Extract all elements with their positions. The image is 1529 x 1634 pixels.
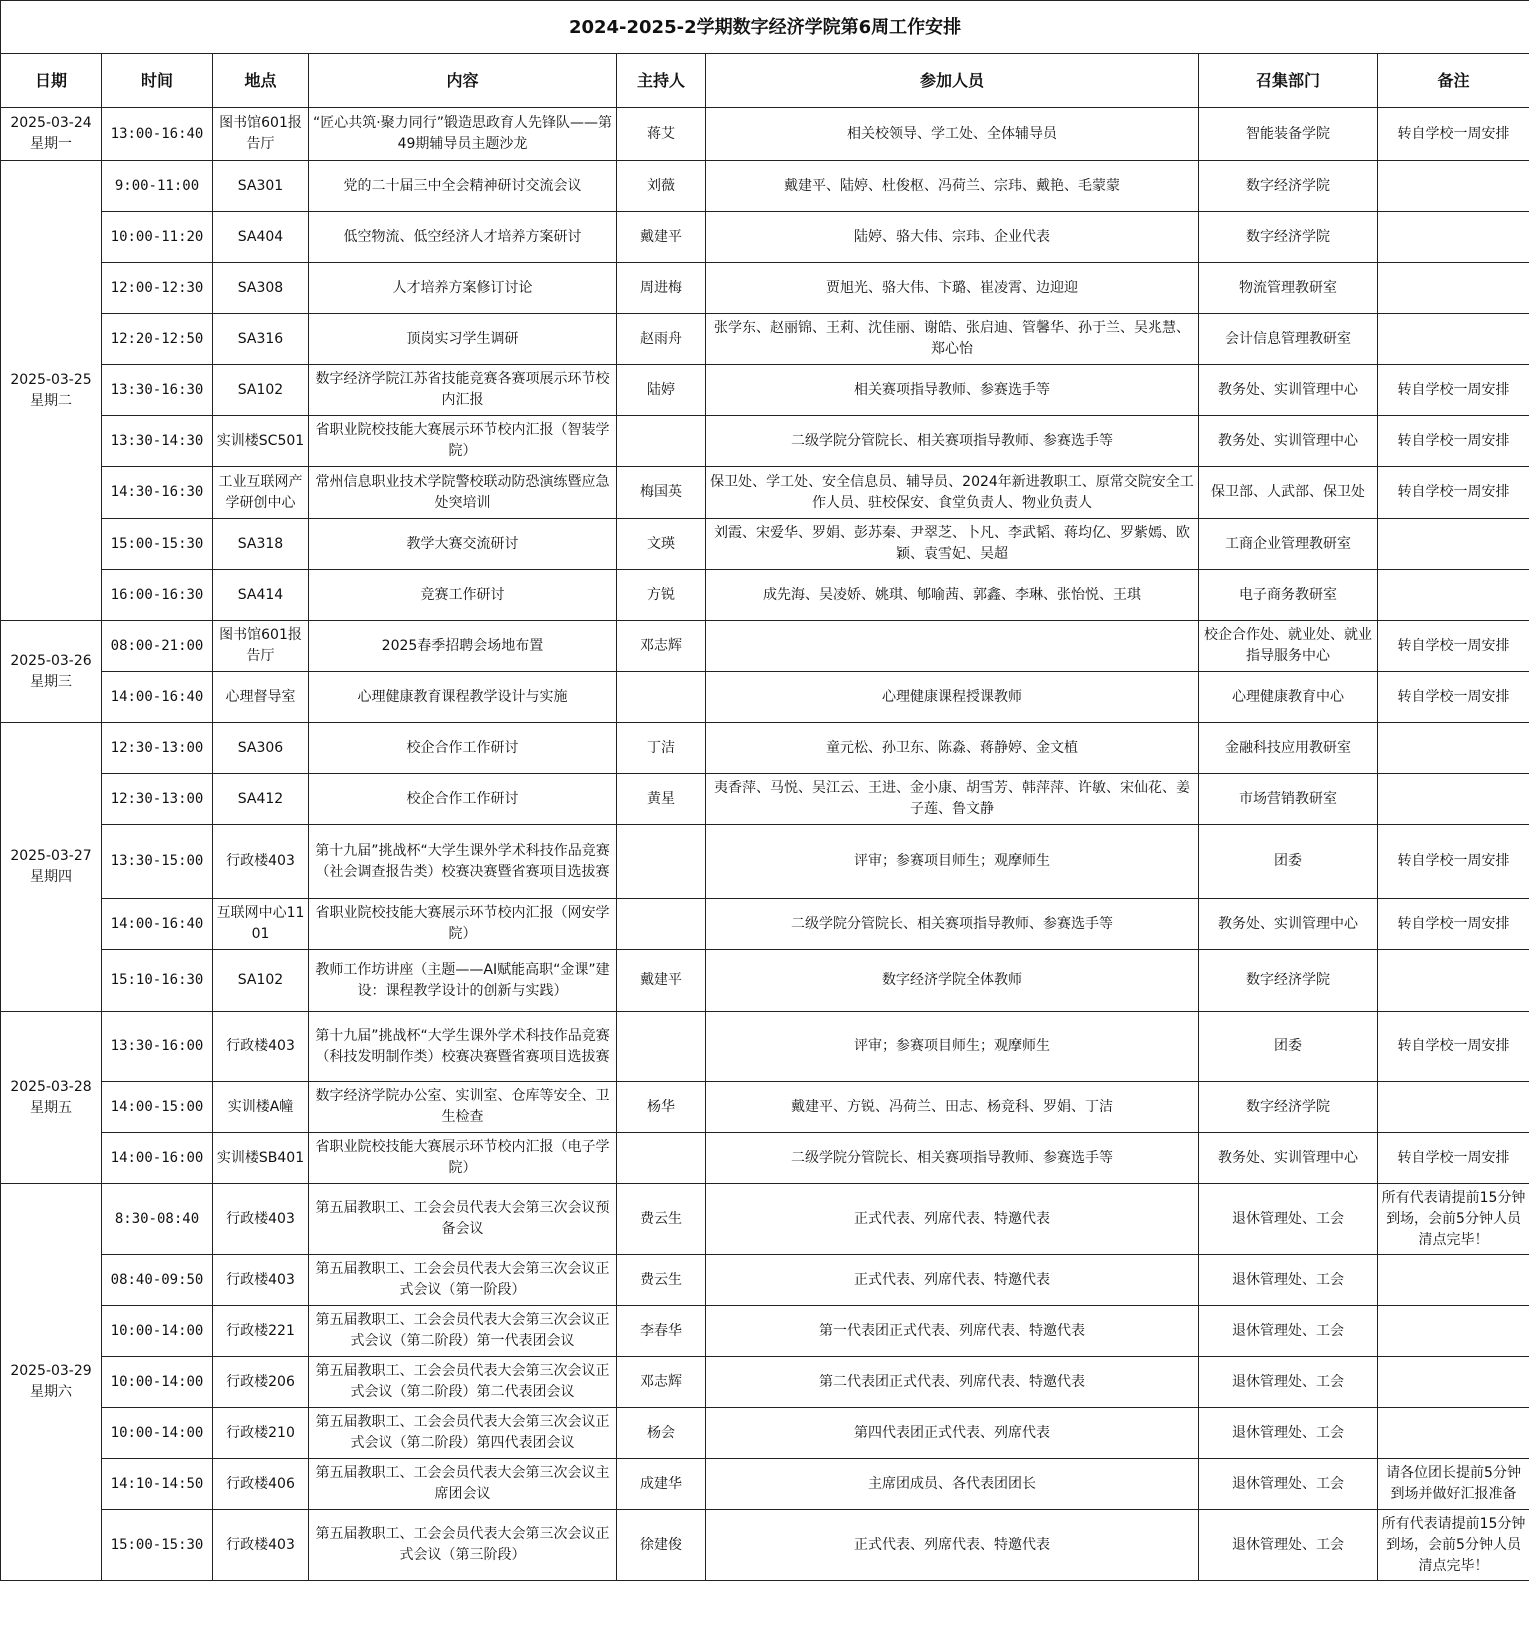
note-cell: 转自学校一周安排: [1378, 365, 1529, 416]
table-row: [1, 1459, 1529, 1510]
host-cell: 邓志辉: [617, 1357, 706, 1408]
time-cell: 13:00-16:40: [102, 108, 213, 161]
attendees-cell: 戴建平、方锐、冯荷兰、田志、杨竞科、罗娟、丁洁: [706, 1082, 1199, 1133]
dept-cell: 金融科技应用教研室: [1199, 723, 1378, 774]
table-row: [1, 1306, 1529, 1357]
dept-cell: 市场营销教研室: [1199, 774, 1378, 825]
host-cell: [617, 416, 706, 467]
content-cell: 数字经济学院办公室、实训室、仓库等安全、卫生检查: [309, 1082, 617, 1133]
place-cell: 行政楼210: [213, 1408, 309, 1459]
place-cell: 行政楼221: [213, 1306, 309, 1357]
time-cell: 14:10-14:50: [102, 1459, 213, 1510]
content-cell: 省职业院校技能大赛展示环节校内汇报（网安学院）: [309, 899, 617, 950]
place-cell: 行政楼403: [213, 1510, 309, 1581]
content-cell: 数字经济学院江苏省技能竞赛各赛项展示环节校内汇报: [309, 365, 617, 416]
table-row: [1, 1357, 1529, 1408]
attendees-cell: 第一代表团正式代表、列席代表、特邀代表: [706, 1306, 1199, 1357]
attendees-cell: 第四代表团正式代表、列席代表: [706, 1408, 1199, 1459]
attendees-cell: 刘霞、宋爱华、罗娟、彭苏秦、尹翠芝、卜凡、李武韬、蒋均亿、罗紫嫣、欧颖、袁雪妃、吴超: [706, 519, 1199, 570]
place-cell: 工业互联网产学研创中心: [213, 467, 309, 519]
note-cell: [1378, 1306, 1529, 1357]
content-cell: 人才培养方案修订讨论: [309, 263, 617, 314]
host-cell: [617, 899, 706, 950]
content-cell: 第十九届”挑战杯“大学生课外学术科技作品竞赛（科技发明制作类）校赛决赛暨省赛项目选拔赛: [309, 1012, 617, 1082]
date-cell: [1, 108, 102, 161]
note-cell: 所有代表请提前15分钟到场，会前5分钟人员清点完毕！: [1378, 1510, 1529, 1581]
note-cell: 转自学校一周安排: [1378, 621, 1529, 672]
header-note: 备注: [1378, 54, 1529, 108]
dept-cell: 数字经济学院: [1199, 212, 1378, 263]
header-time: 时间: [102, 54, 213, 108]
place-cell: SA318: [213, 519, 309, 570]
table-row: [1, 314, 1529, 365]
note-cell: [1378, 1082, 1529, 1133]
table-row: [1, 416, 1529, 467]
place-cell: 行政楼403: [213, 1012, 309, 1082]
note-cell: [1378, 263, 1529, 314]
time-cell: 08:40-09:50: [102, 1255, 213, 1306]
time-cell: 14:30-16:30: [102, 467, 213, 519]
host-cell: 文瑛: [617, 519, 706, 570]
host-cell: [617, 672, 706, 723]
attendees-cell: 童元松、孙卫东、陈淼、蒋静婷、金文植: [706, 723, 1199, 774]
time-cell: 13:30-16:00: [102, 1012, 213, 1082]
content-cell: 顶岗实习学生调研: [309, 314, 617, 365]
date-cell: [1, 621, 102, 723]
dept-cell: 教务处、实训管理中心: [1199, 416, 1378, 467]
time-cell: 13:30-16:30: [102, 365, 213, 416]
content-cell: 省职业院校技能大赛展示环节校内汇报（电子学院）: [309, 1133, 617, 1184]
place-cell: 行政楼403: [213, 825, 309, 899]
schedule-body: [1, 108, 1529, 1581]
host-cell: [617, 1133, 706, 1184]
content-cell: 心理健康教育课程教学设计与实施: [309, 672, 617, 723]
attendees-cell: 夷香萍、马悦、吴江云、王进、金小康、胡雪芳、韩萍萍、许敏、宋仙花、姜子莲、鲁文静: [706, 774, 1199, 825]
content-cell: 教学大赛交流研讨: [309, 519, 617, 570]
note-cell: 转自学校一周安排: [1378, 672, 1529, 723]
time-cell: 14:00-16:00: [102, 1133, 213, 1184]
note-cell: 转自学校一周安排: [1378, 108, 1529, 161]
header-dept: 召集部门: [1199, 54, 1378, 108]
dept-cell: 退休管理处、工会: [1199, 1306, 1378, 1357]
time-cell: 15:00-15:30: [102, 519, 213, 570]
table-row: [1, 570, 1529, 621]
dept-cell: 工商企业管理教研室: [1199, 519, 1378, 570]
host-cell: 梅国英: [617, 467, 706, 519]
host-cell: 方锐: [617, 570, 706, 621]
note-cell: 转自学校一周安排: [1378, 1012, 1529, 1082]
date-cell: [1, 1012, 102, 1184]
place-cell: 行政楼403: [213, 1255, 309, 1306]
table-row: [1, 825, 1529, 899]
dept-cell: 心理健康教育中心: [1199, 672, 1378, 723]
date-text: 2025-03-26: [10, 652, 92, 669]
table-row: [1, 1133, 1529, 1184]
dept-cell: 校企合作处、就业处、就业指导服务中心: [1199, 621, 1378, 672]
note-cell: 请各位团长提前5分钟到场并做好汇报准备: [1378, 1459, 1529, 1510]
place-cell: SA316: [213, 314, 309, 365]
content-cell: 校企合作工作研讨: [309, 774, 617, 825]
time-cell: 14:00-15:00: [102, 1082, 213, 1133]
host-cell: 邓志辉: [617, 621, 706, 672]
table-row: [1, 899, 1529, 950]
content-cell: 第十九届”挑战杯“大学生课外学术科技作品竞赛（社会调查报告类）校赛决赛暨省赛项目选拔赛: [309, 825, 617, 899]
host-cell: 杨华: [617, 1082, 706, 1133]
note-cell: 转自学校一周安排: [1378, 899, 1529, 950]
place-cell: 心理督导室: [213, 672, 309, 723]
place-cell: 实训楼SB401: [213, 1133, 309, 1184]
note-cell: 转自学校一周安排: [1378, 467, 1529, 519]
header-place: 地点: [213, 54, 309, 108]
note-cell: 转自学校一周安排: [1378, 825, 1529, 899]
dept-cell: 团委: [1199, 1012, 1378, 1082]
content-cell: 第五届教职工、工会会员代表大会第三次会议正式会议（第三阶段）: [309, 1510, 617, 1581]
content-cell: 第五届教职工、工会会员代表大会第三次会议正式会议（第一阶段）: [309, 1255, 617, 1306]
host-cell: 蒋艾: [617, 108, 706, 161]
note-cell: [1378, 1357, 1529, 1408]
time-cell: 10:00-14:00: [102, 1408, 213, 1459]
place-cell: SA308: [213, 263, 309, 314]
note-cell: [1378, 212, 1529, 263]
dept-cell: 退休管理处、工会: [1199, 1459, 1378, 1510]
attendees-cell: 正式代表、列席代表、特邀代表: [706, 1255, 1199, 1306]
place-cell: SA102: [213, 365, 309, 416]
time-cell: 12:00-12:30: [102, 263, 213, 314]
table-row: [1, 950, 1529, 1012]
table-row: [1, 161, 1529, 212]
time-cell: 10:00-14:00: [102, 1357, 213, 1408]
note-cell: [1378, 570, 1529, 621]
weekday-text: 星期四: [30, 869, 72, 885]
content-cell: 第五届教职工、工会会员代表大会第三次会议正式会议（第二阶段）第四代表团会议: [309, 1408, 617, 1459]
table-row: [1, 1408, 1529, 1459]
attendees-cell: 评审；参赛项目师生；观摩师生: [706, 1012, 1199, 1082]
date-text: 2025-03-28: [10, 1078, 92, 1095]
dept-cell: 团委: [1199, 825, 1378, 899]
attendees-cell: 成先海、吴凌娇、姚琪、郇喻茜、郭鑫、李琳、张怡悦、王琪: [706, 570, 1199, 621]
weekday-text: 星期三: [30, 673, 72, 690]
time-cell: 14:00-16:40: [102, 672, 213, 723]
attendees-cell: 评审；参赛项目师生；观摩师生: [706, 825, 1199, 899]
header-date: 日期: [1, 54, 102, 108]
host-cell: 费云生: [617, 1255, 706, 1306]
host-cell: 徐建俊: [617, 1510, 706, 1581]
host-cell: 李春华: [617, 1306, 706, 1357]
place-cell: 行政楼403: [213, 1184, 309, 1255]
date-text: 2025-03-29: [10, 1363, 92, 1379]
attendees-cell: 戴建平、陆婷、杜俊枢、冯荷兰、宗玮、戴艳、毛蒙蒙: [706, 161, 1199, 212]
attendees-cell: 陆婷、骆大伟、宗玮、企业代表: [706, 212, 1199, 263]
attendees-cell: 正式代表、列席代表、特邀代表: [706, 1510, 1199, 1581]
host-cell: 戴建平: [617, 212, 706, 263]
attendees-cell: 二级学院分管院长、相关赛项指导教师、参赛选手等: [706, 1133, 1199, 1184]
content-cell: “匠心共筑·聚力同行”锻造思政育人先锋队——第49期辅导员主题沙龙: [309, 108, 617, 161]
place-cell: SA102: [213, 950, 309, 1012]
table-row: [1, 1184, 1529, 1255]
host-cell: 费云生: [617, 1184, 706, 1255]
place-cell: 实训楼SC501: [213, 416, 309, 467]
header-host: 主持人: [617, 54, 706, 108]
attendees-cell: 心理健康课程授课教师: [706, 672, 1199, 723]
host-cell: 陆婷: [617, 365, 706, 416]
table-row: [1, 1082, 1529, 1133]
host-cell: 黄星: [617, 774, 706, 825]
dept-cell: 退休管理处、工会: [1199, 1510, 1378, 1581]
page-title: 2024-2025-2学期数字经济学院第6周工作安排: [1, 1, 1529, 54]
content-cell: 教师工作坊讲座（主题——AI赋能高职“金课”建设：课程教学设计的创新与实践）: [309, 950, 617, 1012]
host-cell: 刘薇: [617, 161, 706, 212]
note-cell: [1378, 161, 1529, 212]
table-row: [1, 1012, 1529, 1082]
header-attendees: 参加人员: [706, 54, 1199, 108]
dept-cell: 数字经济学院: [1199, 950, 1378, 1012]
content-cell: 竞赛工作研讨: [309, 570, 617, 621]
header-row: [1, 54, 1529, 108]
time-cell: 15:00-15:30: [102, 1510, 213, 1581]
date-cell: [1, 723, 102, 1012]
time-cell: 10:00-11:20: [102, 212, 213, 263]
dept-cell: 智能装备学院: [1199, 108, 1378, 161]
table-row: [1, 263, 1529, 314]
attendees-cell: [706, 621, 1199, 672]
time-cell: 14:00-16:40: [102, 899, 213, 950]
content-cell: 第五届教职工、工会会员代表大会第三次会议预备会议: [309, 1184, 617, 1255]
attendees-cell: 数字经济学院全体教师: [706, 950, 1199, 1012]
weekday-text: 星期六: [30, 1384, 72, 1400]
place-cell: 互联网中心1101: [213, 899, 309, 950]
dept-cell: 退休管理处、工会: [1199, 1184, 1378, 1255]
table-row: [1, 1255, 1529, 1306]
weekday-text: 星期五: [30, 1099, 72, 1116]
content-cell: 2025春季招聘会场地布置: [309, 621, 617, 672]
time-cell: 08:00-21:00: [102, 621, 213, 672]
dept-cell: 数字经济学院: [1199, 1082, 1378, 1133]
date-text: 2025-03-24: [10, 115, 92, 131]
note-cell: [1378, 950, 1529, 1012]
content-cell: 常州信息职业技术学院警校联动防恐演练暨应急处突培训: [309, 467, 617, 519]
content-cell: 校企合作工作研讨: [309, 723, 617, 774]
place-cell: 行政楼206: [213, 1357, 309, 1408]
attendees-cell: 主席团成员、各代表团团长: [706, 1459, 1199, 1510]
time-cell: 12:30-13:00: [102, 723, 213, 774]
place-cell: 图书馆601报告厅: [213, 621, 309, 672]
content-cell: 省职业院校技能大赛展示环节校内汇报（智装学院）: [309, 416, 617, 467]
time-cell: 10:00-14:00: [102, 1306, 213, 1357]
dept-cell: 会计信息管理教研室: [1199, 314, 1378, 365]
weekday-text: 星期一: [30, 136, 72, 152]
attendees-cell: 第二代表团正式代表、列席代表、特邀代表: [706, 1357, 1199, 1408]
note-cell: [1378, 314, 1529, 365]
date-text: 2025-03-27: [10, 848, 92, 864]
content-cell: 党的二十届三中全会精神研讨交流会议: [309, 161, 617, 212]
time-cell: 9:00-11:00: [102, 161, 213, 212]
content-cell: 低空物流、低空经济人才培养方案研讨: [309, 212, 617, 263]
time-cell: 12:30-13:00: [102, 774, 213, 825]
attendees-cell: 贾旭光、骆大伟、卞璐、崔凌霄、边迎迎: [706, 263, 1199, 314]
date-text: 2025-03-25: [10, 371, 92, 388]
note-cell: [1378, 1255, 1529, 1306]
dept-cell: 退休管理处、工会: [1199, 1357, 1378, 1408]
content-cell: 第五届教职工、工会会员代表大会第三次会议主席团会议: [309, 1459, 617, 1510]
table-row: [1, 1510, 1529, 1581]
dept-cell: 教务处、实训管理中心: [1199, 899, 1378, 950]
time-cell: 8:30-08:40: [102, 1184, 213, 1255]
attendees-cell: 二级学院分管院长、相关赛项指导教师、参赛选手等: [706, 416, 1199, 467]
note-cell: 转自学校一周安排: [1378, 416, 1529, 467]
attendees-cell: 相关校领导、学工处、全体辅导员: [706, 108, 1199, 161]
content-cell: 第五届教职工、工会会员代表大会第三次会议正式会议（第二阶段）第二代表团会议: [309, 1357, 617, 1408]
note-cell: [1378, 774, 1529, 825]
note-cell: 所有代表请提前15分钟到场，会前5分钟人员清点完毕！: [1378, 1184, 1529, 1255]
dept-cell: 保卫部、人武部、保卫处: [1199, 467, 1378, 519]
note-cell: [1378, 1408, 1529, 1459]
dept-cell: 物流管理教研室: [1199, 263, 1378, 314]
dept-cell: 退休管理处、工会: [1199, 1408, 1378, 1459]
place-cell: SA301: [213, 161, 309, 212]
date-cell: [1, 1184, 102, 1581]
attendees-cell: 张学东、赵丽锦、王莉、沈佳丽、谢皓、张启迪、管馨华、孙于兰、吴兆慧、郑心怡: [706, 314, 1199, 365]
weekday-text: 星期二: [30, 392, 72, 409]
table-row: [1, 365, 1529, 416]
host-cell: 戴建平: [617, 950, 706, 1012]
table-row: [1, 723, 1529, 774]
note-cell: [1378, 519, 1529, 570]
dept-cell: 教务处、实训管理中心: [1199, 1133, 1378, 1184]
place-cell: 图书馆601报告厅: [213, 108, 309, 161]
attendees-cell: 相关赛项指导教师、参赛选手等: [706, 365, 1199, 416]
header-content: 内容: [309, 54, 617, 108]
host-cell: 丁洁: [617, 723, 706, 774]
place-cell: SA306: [213, 723, 309, 774]
time-cell: 16:00-16:30: [102, 570, 213, 621]
time-cell: 13:30-15:00: [102, 825, 213, 899]
time-cell: 15:10-16:30: [102, 950, 213, 1012]
attendees-cell: 保卫处、学工处、安全信息员、辅导员、2024年新进教职工、原常交院安全工作人员、驻校保安、食堂负责人、物业负责人: [706, 467, 1199, 519]
dept-cell: 数字经济学院: [1199, 161, 1378, 212]
table-row: [1, 212, 1529, 263]
time-cell: 13:30-14:30: [102, 416, 213, 467]
host-cell: 杨会: [617, 1408, 706, 1459]
attendees-cell: 二级学院分管院长、相关赛项指导教师、参赛选手等: [706, 899, 1199, 950]
place-cell: 实训楼A幢: [213, 1082, 309, 1133]
place-cell: SA412: [213, 774, 309, 825]
table-row: [1, 774, 1529, 825]
table-row: [1, 467, 1529, 519]
table-row: [1, 672, 1529, 723]
dept-cell: 退休管理处、工会: [1199, 1255, 1378, 1306]
attendees-cell: 正式代表、列席代表、特邀代表: [706, 1184, 1199, 1255]
place-cell: SA404: [213, 212, 309, 263]
table-row: [1, 519, 1529, 570]
table-row: [1, 621, 1529, 672]
host-cell: [617, 1012, 706, 1082]
time-cell: 12:20-12:50: [102, 314, 213, 365]
dept-cell: 教务处、实训管理中心: [1199, 365, 1378, 416]
place-cell: 行政楼406: [213, 1459, 309, 1510]
place-cell: SA414: [213, 570, 309, 621]
table-row: [1, 108, 1529, 161]
host-cell: 成建华: [617, 1459, 706, 1510]
host-cell: 周进梅: [617, 263, 706, 314]
date-cell: [1, 161, 102, 621]
content-cell: 第五届教职工、工会会员代表大会第三次会议正式会议（第二阶段）第一代表团会议: [309, 1306, 617, 1357]
host-cell: 赵雨舟: [617, 314, 706, 365]
note-cell: [1378, 723, 1529, 774]
host-cell: [617, 825, 706, 899]
dept-cell: 电子商务教研室: [1199, 570, 1378, 621]
note-cell: 转自学校一周安排: [1378, 1133, 1529, 1184]
